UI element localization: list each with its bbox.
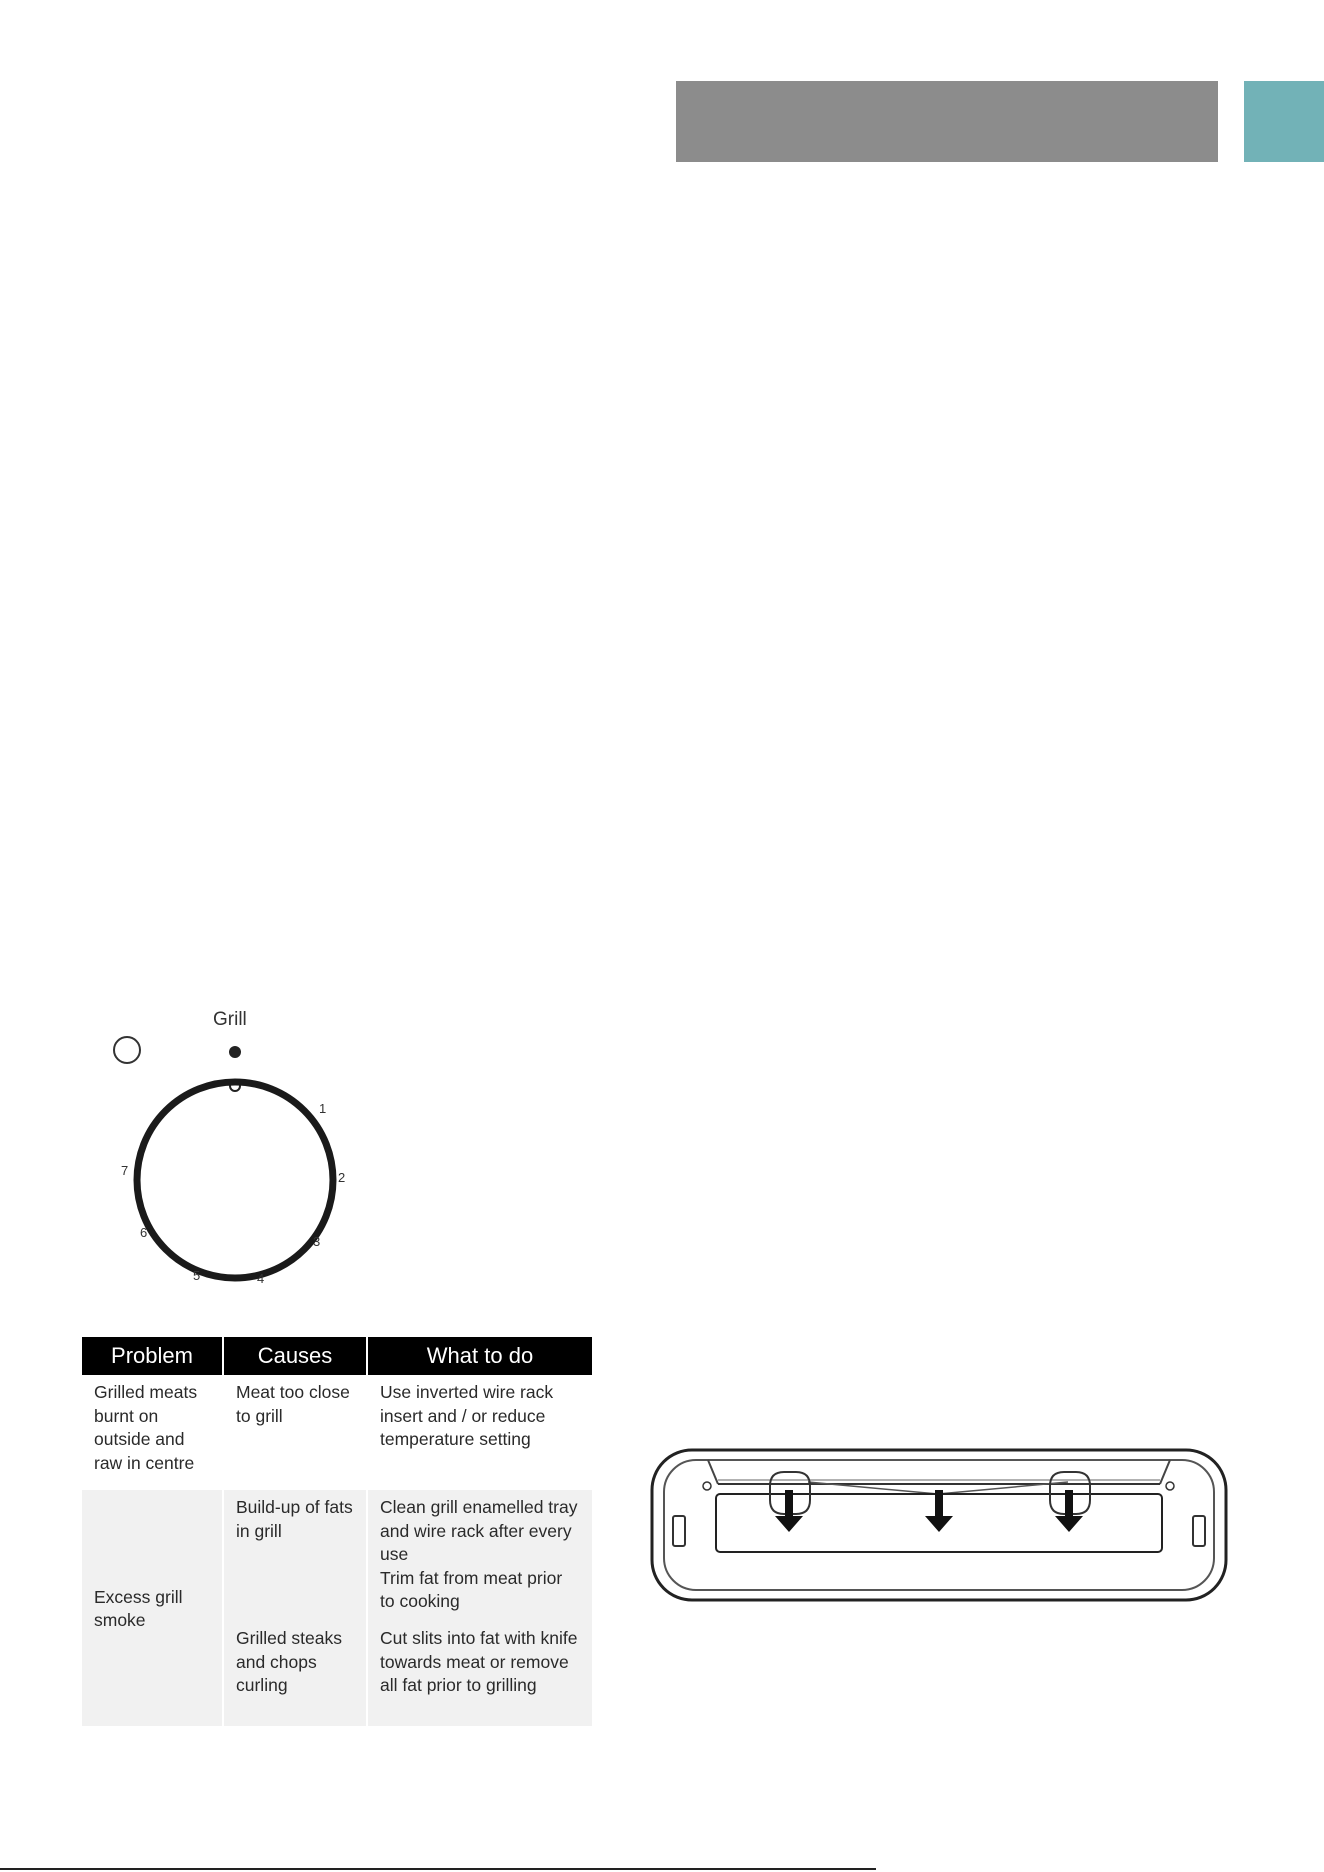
action-line: Clean grill enamelled tray and wire rack after every use [380, 1497, 578, 1564]
action-cell: Cut slits into fat with knife towards meat or remove all fat prior to grilling [367, 1621, 592, 1726]
dial-tick-4: 4 [257, 1271, 265, 1286]
action-cell [367, 1490, 592, 1621]
cause-cell: Build-up of fats in grill [223, 1490, 367, 1621]
off-position-icon [114, 1037, 140, 1063]
arrow-down-icon [1055, 1490, 1083, 1532]
header-what-to-do: What to do [367, 1337, 592, 1375]
action-cell: Use inverted wire rack insert and / or reduce temperature setting [380, 1382, 554, 1449]
dial-label-grill: Grill [213, 1009, 247, 1030]
header-causes: Causes [223, 1337, 367, 1375]
dial-tick-2: 2 [338, 1170, 346, 1185]
dial-tick-3: 3 [313, 1234, 321, 1249]
dial-tick-7: 7 [121, 1163, 129, 1178]
grill-dial-icon [100, 1000, 370, 1300]
troubleshooting-table [82, 1337, 592, 1726]
action-line: Trim fat from meat prior to cooking [380, 1567, 563, 1611]
dial-tick-5: 5 [193, 1268, 201, 1283]
table-row [82, 1490, 592, 1621]
dial-ring [137, 1082, 333, 1278]
grill-marker-icon [229, 1046, 241, 1058]
grill-tray-illustration-icon [648, 1446, 1230, 1606]
dial-tick-1: 1 [319, 1101, 327, 1116]
header-problem: Problem [82, 1337, 223, 1375]
problem-cell: Excess grill smoke [82, 1490, 223, 1726]
arrow-down-icon [775, 1490, 803, 1532]
arrow-down-icon [925, 1490, 953, 1532]
table-header-row [82, 1337, 592, 1375]
cause-cell: Meat too close to grill [223, 1375, 367, 1490]
table-row [82, 1375, 592, 1490]
dial-tick-6: 6 [140, 1225, 148, 1240]
footer-rule [0, 1868, 876, 1870]
header-bar [676, 81, 1218, 162]
side-tab [1244, 81, 1324, 162]
problem-cell: Grilled meats burnt on outside and raw in centre [82, 1375, 223, 1490]
cause-cell: Grilled steaks and chops curling [223, 1621, 367, 1726]
